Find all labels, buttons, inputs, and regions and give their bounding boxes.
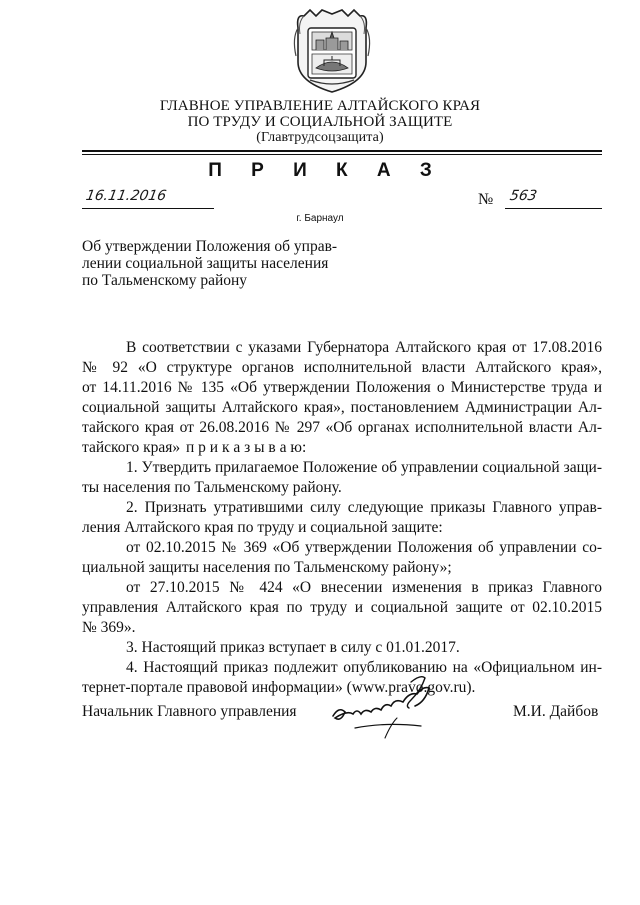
order-date: 16.11.2016 bbox=[84, 188, 168, 204]
body-line: № 92 «О структуре органов исполнительной власти Алтайского края», bbox=[82, 359, 602, 376]
order-number: 563 bbox=[508, 188, 539, 204]
org-short-name: (Главтрудсоцзащита) bbox=[256, 130, 384, 145]
subject-line: лении социальной защиты населения bbox=[82, 255, 329, 272]
body-line: 4. Настоящий приказ подлежит опубликованию на «Официальном ин- bbox=[126, 659, 602, 676]
signatory-title: Начальник Главного управления bbox=[82, 703, 297, 720]
body-line: В соответствии с указами Губернатора Алтайского края от 17.08.2016 bbox=[126, 339, 602, 356]
body-line: от 27.10.2015 № 424 «О внесении изменения в приказ Главного bbox=[126, 579, 602, 596]
body-line: от 14.11.2016 № 135 «Об утверждении Положения о Министерстве труда и bbox=[82, 379, 602, 396]
body-line: от 02.10.2015 № 369 «Об утверждении Положения об управлении со- bbox=[126, 539, 602, 556]
document-type-title: П Р И К А З bbox=[208, 160, 444, 181]
body-line: социальной защиты Алтайского края», постановлением Администрации Ал- bbox=[82, 399, 602, 416]
body-line: тернет-портале правовой информации» (www.pravo.gov.ru). bbox=[82, 679, 476, 696]
order-verb: п р и к а з ы в а ю: bbox=[186, 439, 307, 456]
header-rule-thin bbox=[82, 154, 602, 155]
number-underline bbox=[505, 208, 602, 209]
handwritten-signature-icon bbox=[325, 672, 445, 742]
subject-line: Об утверждении Положения об управ- bbox=[82, 238, 338, 255]
city: г. Барнаул bbox=[296, 213, 344, 224]
body-line: № 369». bbox=[82, 619, 136, 636]
subject-line: по Тальменскому району bbox=[82, 272, 248, 289]
org-name-line1: ГЛАВНОЕ УПРАВЛЕНИЕ АЛТАЙСКОГО КРАЯ bbox=[159, 98, 481, 114]
body-line: 3. Настоящий приказ вступает в силу с 01.01.2017. bbox=[126, 639, 460, 656]
signatory-name: М.И. Дайбов bbox=[513, 703, 599, 720]
body-line: ты населения по Тальменскому району. bbox=[82, 479, 342, 496]
org-name-line2: ПО ТРУДУ И СОЦИАЛЬНОЙ ЗАЩИТЕ bbox=[187, 114, 453, 130]
number-label: № bbox=[478, 191, 494, 208]
header-rule-thick bbox=[82, 150, 602, 152]
body-line: 1. Утвердить прилагаемое Положение об управлении социальной защи- bbox=[126, 459, 602, 476]
coat-of-arms-icon bbox=[290, 8, 374, 94]
body-line: ления Алтайского края по труду и социальной защите: bbox=[82, 519, 443, 536]
body-line: управления Алтайского края по труду и социальной защите от 02.10.2015 bbox=[82, 599, 602, 616]
body-line: тайского края от 26.08.2016 № 297 «Об органах исполнительной власти Ал- bbox=[82, 419, 602, 436]
body-line: тайского края» bbox=[82, 439, 181, 456]
body-line: циальной защиты населения по Тальменскому району»; bbox=[82, 559, 452, 576]
body-line: 2. Признать утратившими силу следующие приказы Главного управ- bbox=[126, 499, 602, 516]
date-underline bbox=[82, 208, 214, 209]
